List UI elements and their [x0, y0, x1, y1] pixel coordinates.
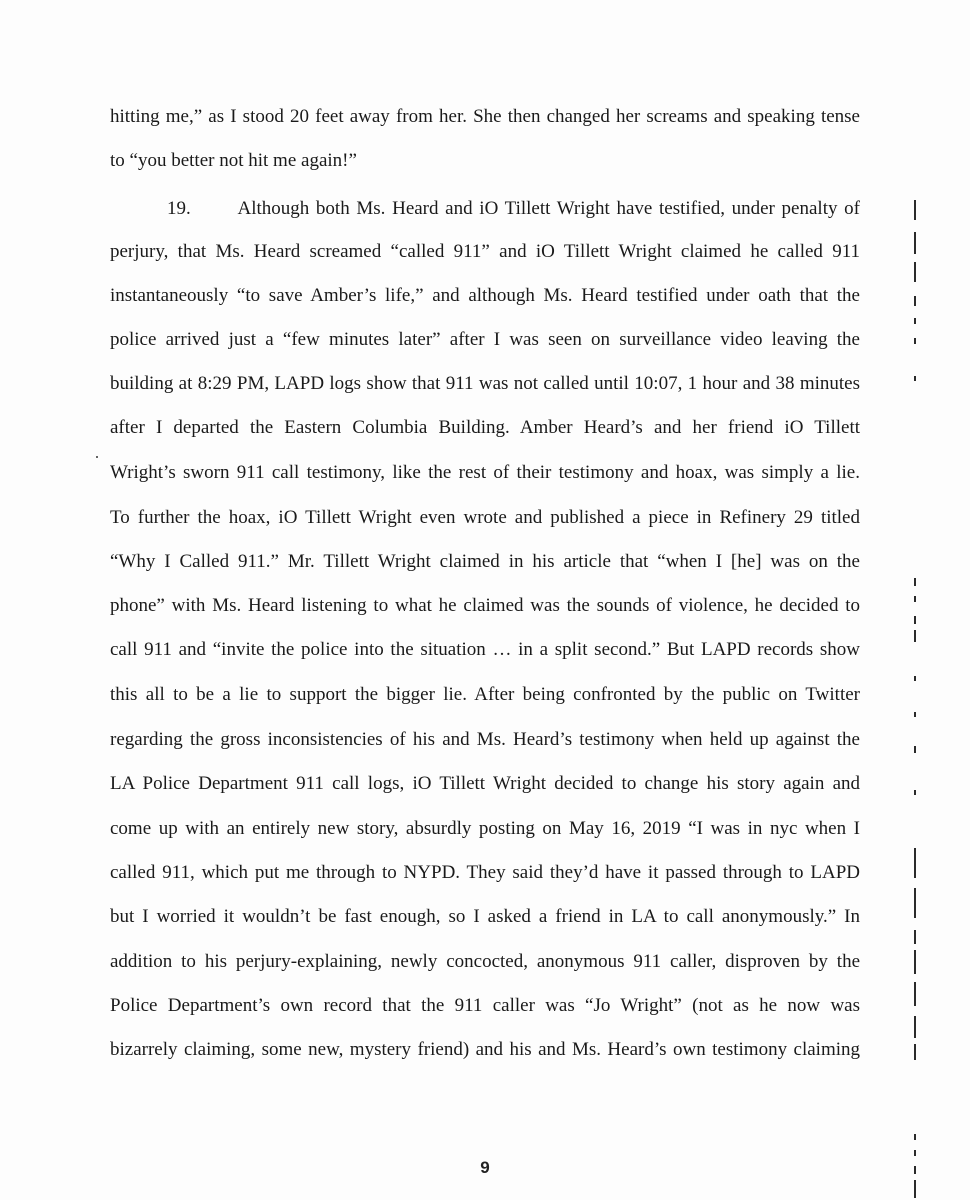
revision-mark	[914, 232, 916, 254]
text-line: Police Department’s own record that the 911 caller was “Jo Wright” (not as he now was	[110, 995, 860, 1016]
revision-mark	[914, 1134, 916, 1140]
text-line: bizarrely claiming, some new, mystery friend) and his and Ms. Heard’s own testimony claiming	[110, 1039, 860, 1060]
text-line: come up with an entirely new story, absurdly posting on May 16, 2019 “I was in nyc when I	[110, 818, 860, 839]
paragraph-19-first-line: 19. Although both Ms. Heard and iO Tillett Wright have testified, under penalty of	[167, 198, 860, 219]
revision-mark	[914, 1180, 916, 1198]
text-line: “Why I Called 911.” Mr. Tillett Wright claimed in his article that “when I [he] was on the	[110, 551, 860, 572]
revision-mark	[914, 200, 916, 220]
text-line: this all to be a lie to support the bigger lie. After being confronted by the public on Twitter	[110, 684, 860, 705]
text-line: to “you better not hit me again!”	[110, 150, 357, 171]
revision-mark	[914, 848, 916, 878]
revision-mark	[914, 676, 916, 681]
revision-mark	[914, 338, 916, 344]
revision-mark	[914, 888, 916, 918]
revision-mark	[914, 930, 916, 944]
text-line: hitting me,” as I stood 20 feet away from her. She then changed her screams and speaking tense	[110, 106, 860, 127]
text-line: perjury, that Ms. Heard screamed “called 911” and iO Tillett Wright claimed he called 911	[110, 241, 860, 262]
text-line: instantaneously “to save Amber’s life,” and although Ms. Heard testified under oath that the	[110, 285, 860, 306]
revision-mark	[914, 616, 916, 624]
revision-mark	[914, 1016, 916, 1038]
page-number: 9	[480, 1158, 490, 1177]
text-line: building at 8:29 PM, LAPD logs show that 911 was not called until 10:07, 1 hour and 38 minutes	[110, 373, 860, 394]
revision-mark	[914, 376, 916, 381]
text-line: regarding the gross inconsistencies of his and Ms. Heard’s testimony when held up against the	[110, 729, 860, 750]
text-line: phone” with Ms. Heard listening to what he claimed was the sounds of violence, he decided to	[110, 595, 860, 616]
revision-mark	[914, 712, 916, 717]
text-line: police arrived just a “few minutes later” after I was seen on surveillance video leaving the	[110, 329, 860, 350]
text-line: addition to his perjury-explaining, newly concocted, anonymous 911 caller, disproven by the	[110, 951, 860, 972]
revision-mark	[914, 1166, 916, 1174]
revision-mark	[914, 790, 916, 795]
revision-mark	[914, 746, 916, 753]
revision-mark	[914, 262, 916, 282]
revision-mark	[914, 1150, 916, 1156]
revision-mark	[914, 596, 916, 602]
text-line: LA Police Department 911 call logs, iO Tillett Wright decided to change his story again and	[110, 773, 860, 794]
text-line: To further the hoax, iO Tillett Wright even wrote and published a piece in Refinery 29 titled	[110, 507, 860, 528]
revision-mark	[914, 578, 916, 586]
revision-mark	[914, 950, 916, 974]
text-line: Wright’s sworn 911 call testimony, like the rest of their testimony and hoax, was simply a lie.	[110, 462, 860, 483]
revision-mark	[914, 1044, 916, 1060]
text-line: call 911 and “invite the police into the situation … in a split second.” But LAPD records show	[110, 639, 860, 660]
revision-mark	[914, 982, 916, 1006]
scan-speck	[96, 456, 98, 458]
text-line: called 911, which put me through to NYPD. They said they’d have it passed through to LAPD	[110, 862, 860, 883]
revision-mark	[914, 296, 916, 306]
text-line: but I worried it wouldn’t be fast enough, so I asked a friend in LA to call anonymously.” In	[110, 906, 860, 927]
revision-mark	[914, 318, 916, 324]
revision-mark	[914, 630, 916, 642]
text-line: after I departed the Eastern Columbia Building. Amber Heard’s and her friend iO Tillett	[110, 417, 860, 438]
